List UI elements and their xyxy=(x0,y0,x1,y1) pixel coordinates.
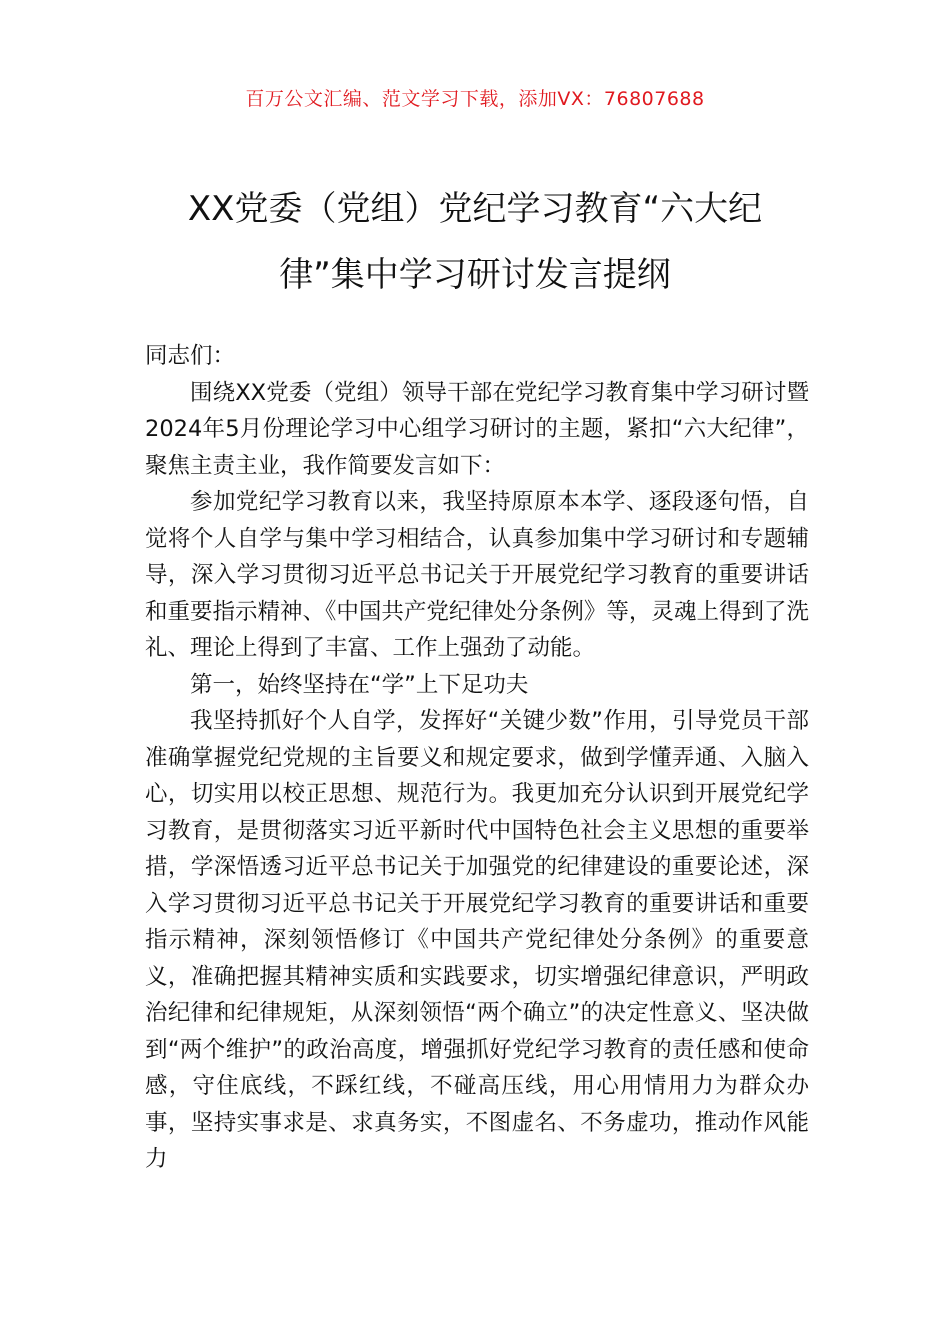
document-body xyxy=(145,338,809,1178)
salutation: 同志们： xyxy=(145,343,236,369)
document-title-line-1: XX党委（党组）党纪学习教育“六大纪 xyxy=(187,189,763,229)
section-heading-1: 第一，始终坚持在“学”上下足功夫 xyxy=(190,671,529,698)
body-paragraph-intro: 围绕XX党委（党组）领导干部在党纪学习教育集中学习研讨暨2024年5月份理论学习中心组学习研讨的主题，紧扣“六大纪律”，聚焦主责主业，我作简要发言如下： xyxy=(145,379,809,479)
document-title xyxy=(130,176,820,308)
section-1-paragraph: 我坚持抓好个人自学，发挥好“关键少数”作用，引导党员干部准确掌握党纪党规的主旨要义和规定要求，做到学懂弄通、入脑入心，切实用以校正思想、规范行为。我更加充分认识到开展党纪学习教育，是贯彻落实习近平新时代中国特色社会主义思想的重要举措，学深悟透习近平总书记关于加强党的纪律建设的重要论述，深入学习贯彻习近平总书记关于开展党纪学习教育的重要讲话和重要指示精神，深刻领悟修订《中国共产党纪律处分条例》的重要意义，准确把握其精神实质和实践要求，切实增强纪律意识，严明政治纪律和纪律规矩，从深刻领悟“两个确立”的决定性意义、坚决做到“两个维护”的政治高度，增强抓好党纪学习教育的责任感和使命感，守住底线，不踩红线，不碰高压线，用心用情用力为群众办事，坚持实事求是、求真务实，不图虚名、不务虚功，推动作风能力 xyxy=(145,708,809,1172)
document-title-line-2: 律”集中学习研讨发言提纲 xyxy=(279,255,671,295)
body-paragraph-overview: 参加党纪学习教育以来，我坚持原原本本学、逐段逐句悟，自觉将个人自学与集中学习相结合，认真参加集中学习研讨和专题辅导，深入学习贯彻习近平总书记关于开展党纪学习教育的重要讲话和重要指示精神、《中国共产党纪律处分条例》等，灵魂上得到了洗礼、理论上得到了丰富、工作上强劲了动能。 xyxy=(145,489,809,661)
header-watermark-note: 百万公文汇编、范文学习下载，添加VX：76807688 xyxy=(245,88,705,110)
